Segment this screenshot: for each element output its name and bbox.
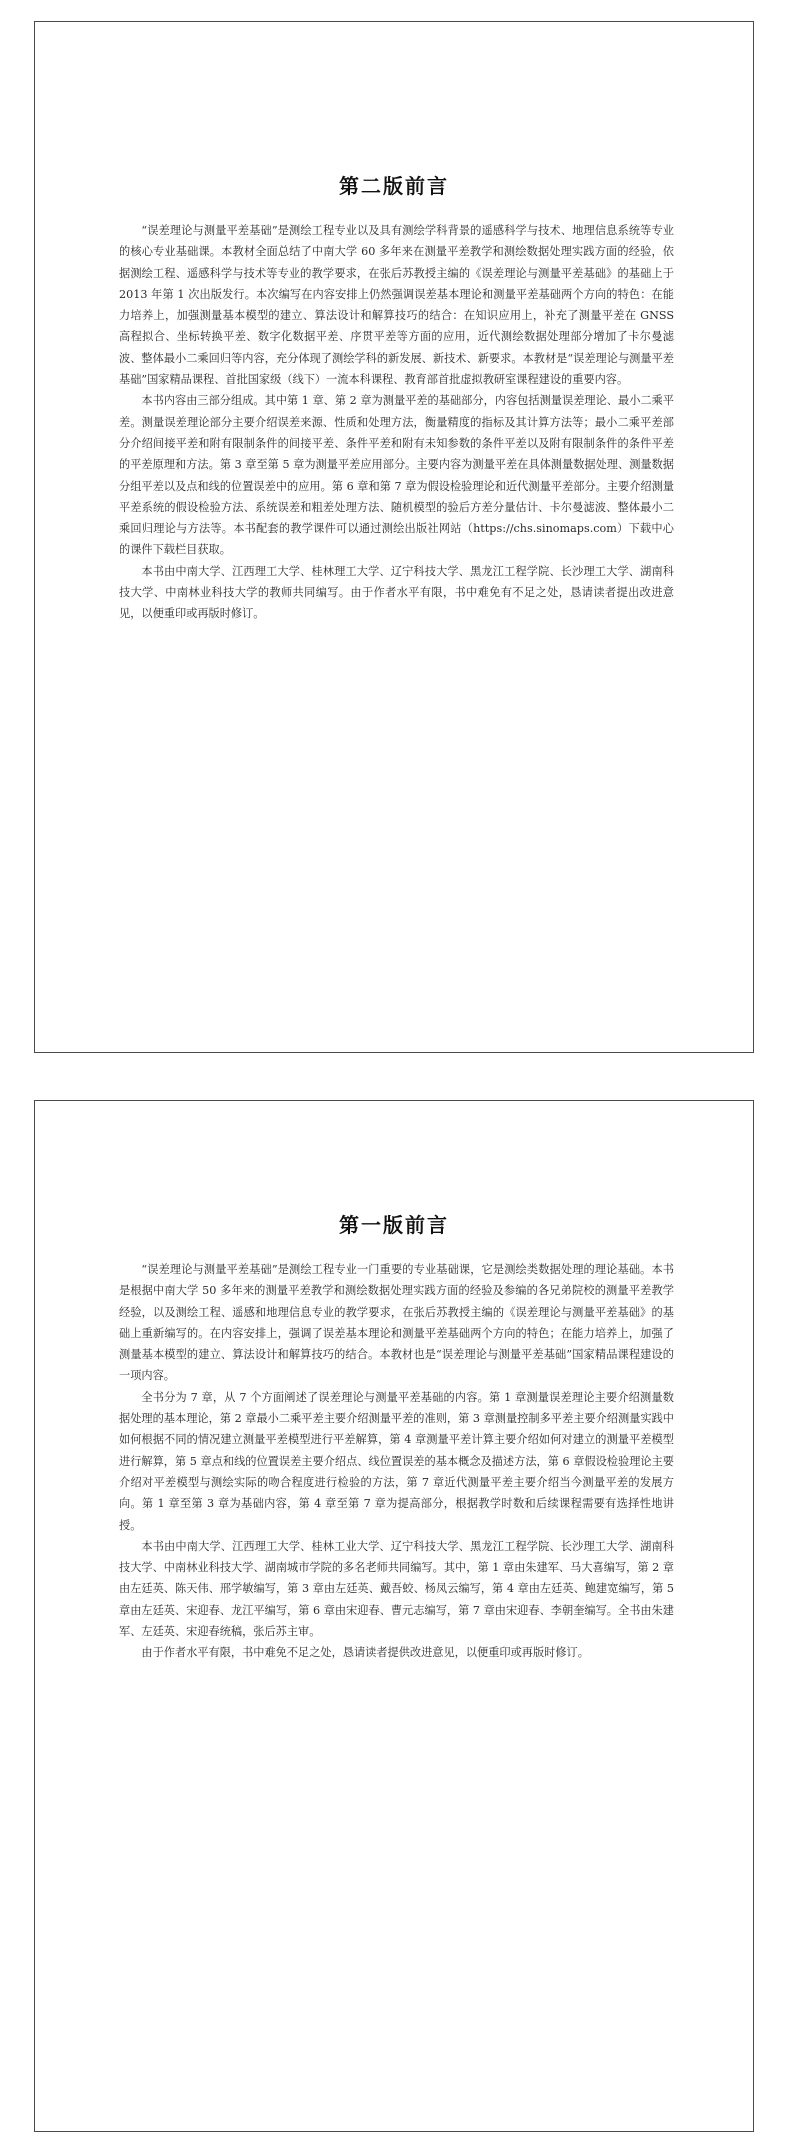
paragraph: 本书由中南大学、江西理工大学、桂林工业大学、辽宁科技大学、黑龙江工程学院、长沙理工大学、湖南科技大学、中南林业科技大学、湖南城市学院的多名老师共同编写。其中，第 1 章由朱建军、马大喜编写，第 2 章由左廷英、陈天伟、邢学敏编写，第 3 章由左廷英、戴吾蛟、杨凤云编写，第 4 章由左廷英、鲍建宽编写，第 5 章由左廷英、宋迎春、龙江平编写，第 6 章由宋迎春、曹元志编写，第 7 章由宋迎春、李朝奎编写。全书由朱建军、左廷英、宋迎春统稿，张后苏主审。 — [119, 1539, 674, 1639]
paragraph: 本书由中南大学、江西理工大学、桂林理工大学、辽宁科技大学、黑龙江工程学院、长沙理工大学、湖南科技大学、中南林业科技大学的教师共同编写。由于作者水平有限，书中难免有不足之处，恳请读者提出改进意见，以便重印或再版时修订。 — [119, 564, 674, 621]
page-title: 第二版前言 — [339, 174, 449, 198]
paragraph: “误差理论与测量平差基础”是测绘工程专业一门重要的专业基础课，它是测绘类数据处理的理论基础。本书是根据中南大学 50 多年来的测量平差教学和测绘数据处理实践方面的经验及参编的各兄弟院校的测量平差教学经验，以及测绘工程、遥感和地理信息专业的教学要求，在张后苏教授主编的《误差理论与测量平差基础》的基础上重新编写的。在内容安排上，强调了误差基本理论和测量平差基础两个方向的特色；在能力培养上，加强了测量基本模型的建立、算法设计和解算技巧的结合。本教材也是“误差理论与测量平差基础”国家精品课程建设的一项内容。 — [119, 1263, 674, 1383]
paragraph: 全书分为 7 章，从 7 个方面阐述了误差理论与测量平差基础的内容。第 1 章测量误差理论主要介绍测量数据处理的基本理论，第 2 章最小二乘平差主要介绍测量平差的准则，第 3 章测量控制多平差主要介绍测量实践中如何根据不同的情况建立测量平差模型进行平差解算，第 4 章测量平差计算主要介绍如何对建立的测量平差模型进行解算，第 5 章点和线的位置误差主要介绍点、线位置误差的基本概念及描述方法，第 6 章假设检验理论主要介绍对平差模型与测绘实际的吻合程度进行检验的方法，第 7 章近代测量平差主要介绍当今测量平差的发展方向。第 1 章至第 3 章为基础内容，第 4 章至第 7 章为提高部分，根据教学时数和后续课程需要有选择性地讲授。 — [119, 1390, 674, 1532]
preface-body — [119, 1259, 674, 1664]
page-second-edition-preface — [34, 21, 754, 1053]
paragraph: 本书内容由三部分组成。其中第 1 章、第 2 章为测量平差的基础部分，内容包括测量误差理论、最小二乘平差。测量误差理论部分主要介绍误差来源、性质和处理方法，衡量精度的指标及其计算方法等；最小二乘平差部分介绍间接平差和附有限制条件的间接平差、条件平差和附有未知参数的条件平差以及附有限制条件的条件平差的平差原理和方法。第 3 章至第 5 章为测量平差应用部分。主要内容为测量平差在具体测量数据处理、测量数据分组平差以及点和线的位置误差中的应用。第 6 章和第 7 章为假设检验理论和近代测量平差部分。主要介绍测量平差系统的假设检验方法、系统误差和粗差处理方法、随机模型的验后方差分量估计、卡尔曼滤波、整体最小二乘回归理论与方法等。本书配套的教学课件可以通过测绘出版社网站（https://chs.sinomaps.com）下载中心的课件下载栏目获取。 — [119, 394, 674, 557]
paragraph: “误差理论与测量平差基础”是测绘工程专业以及具有测绘学科背景的遥感科学与技术、地理信息系统等专业的核心专业基础课。本教材全面总结了中南大学 60 多年来在测量平差教学和测绘数据处理实践方面的经验，依据测绘工程、遥感科学与技术等专业的教学要求，在张后苏教授主编的《误差理论与测量平差基础》的基础上于 2013 年第 1 次出版发行。本次编写在内容安排上仍然强调误差基本理论和测量平差基础两个方向的特色：在能力培养上，加强测量基本模型的建立、算法设计和解算技巧的结合：在知识应用上，补充了测量平差在 GNSS 高程拟合、坐标转换平差、数字化数据平差、序贯平差等方面的应用，近代测绘数据处理部分增加了卡尔曼滤波、整体最小二乘回归等内容，充分体现了测绘学科的新发展、新技术、新要求。本教材是“误差理论与测量平差基础”国家精品课程、首批国家级（线下）一流本科课程、教育部首批虚拟教研室课程建设的重要内容。 — [119, 224, 674, 387]
page-first-edition-preface — [34, 1100, 754, 2132]
paragraph: 由于作者水平有限，书中难免不足之处，恳请读者提供改进意见，以便重印或再版时修订。 — [141, 1646, 589, 1660]
page-title: 第一版前言 — [339, 1213, 449, 1237]
preface-body — [119, 220, 674, 625]
